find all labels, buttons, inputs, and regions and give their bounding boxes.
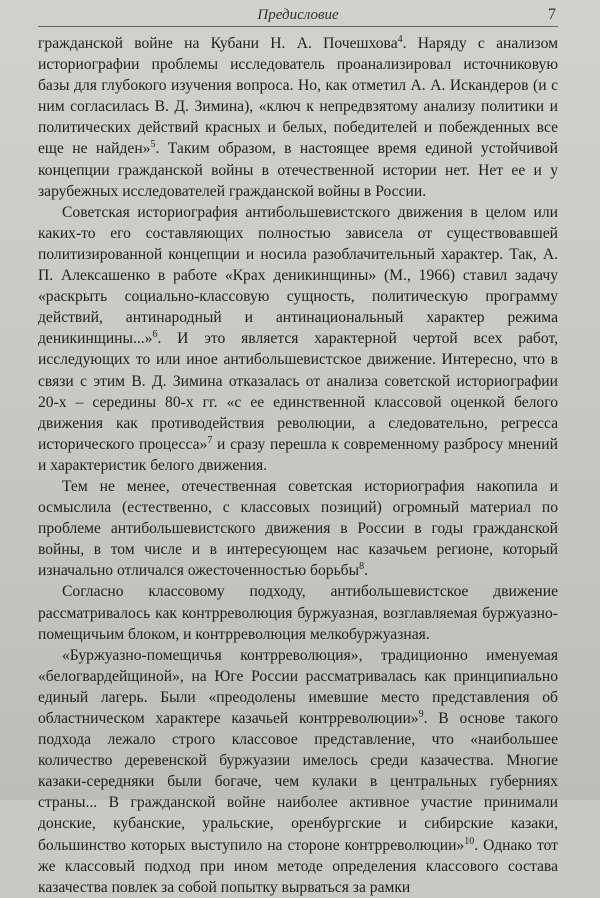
- paragraph-text: Советская историография антибольшевистского движения в целом или каких-то его составляющих полностью зависела от существовавшей политизированной концепции и носила разоблачительный характер. Так, А. П. Алексашенко в работе «Крах деникинщины» (М., 1966) ставил задачу «раскрыть социально-классовую сущность, политическую программу действий, антинародный и антинациональный характер режима деникинщины...»: [38, 203, 558, 348]
- page-header: [38, 6, 558, 27]
- paragraph-text: . В основе такого подхода лежало строго классовое представление, что «наибольшее количество деревенской буржуазии имелось среди казачества. Многие казаки-середняки были богаче, чем кулаки в центральных губерниях страны... В гражданской войне наиболее активное участие принимали донские, кубанские, уральские, оренбургские и сибирские казаки, большинство которых выступило на стороне контрреволюции»: [38, 710, 558, 854]
- footnote-ref: 6: [152, 329, 158, 341]
- paragraph-text: гражданской войне на Кубани Н. А. Почешхова: [38, 35, 398, 52]
- paragraph: [38, 581, 558, 644]
- paragraph: [38, 33, 558, 202]
- running-title: Предисловие: [257, 7, 339, 23]
- footnote-ref: 5: [150, 139, 156, 151]
- paragraph-text: .: [364, 562, 369, 580]
- paragraph: [38, 476, 558, 581]
- paragraph-text: Тем не менее, отечественная советская историография накопила и осмыслила (естественно, с классовых позиций) огромный материал по проблеме антибольшевистского движения в России в годы гражданской войны, в том числе и в интересующем нас казачьем регионе, который изначально отличался ожесточенностью борьбы: [38, 477, 558, 580]
- paragraph-text: Согласно классовому подходу, антибольшевистское движение рассматривалось как контрреволюция буржуазная, возглавляемая буржуазно-помещичьим блоком, и контрреволюция мелкобуржуазная.: [38, 583, 558, 643]
- footnote-ref: 4: [397, 33, 403, 45]
- footnote-ref: 8: [359, 561, 365, 573]
- paragraph-text: . Однако тот же классовый подход при ином методе определения классового состава казачества повлек за собой попытку вырваться за рамки: [38, 836, 558, 896]
- footnote-ref: 9: [418, 708, 424, 720]
- paragraph-text: и сразу перешла к современному разбросу мнений и характеристик белого движения.: [38, 435, 558, 474]
- paragraph-text: . Наряду с анализом историографии проблемы исследователь проанализировал источниковую базы для глубокого изучения вопроса. Но, как отметил А. А. Искандеров (и с ним согласилась В. Д. Зимина), «ключ к непредвзятому анализу политики и политических действий красных и белых, победителей и побежденных все еще не найден»: [38, 35, 558, 158]
- paragraph: [38, 645, 558, 898]
- paragraph-text: «Буржуазно-помещичья контрреволюция», традиционно именуемая «белогвардейщиной», на Юге России рассматривалась как принципиально единый лагерь. Были «преодолены имевшие место представления об областническом характере казачьей контрреволюции»: [38, 646, 558, 727]
- body-text: [38, 33, 558, 898]
- footnote-ref: 7: [207, 434, 213, 446]
- paragraph-text: . Таким образом, в настоящее время единой устойчивой концепции гражданской войны в отечественной истории нет. Нет ее и у зарубежных исследователей гражданской войны в России.: [38, 140, 558, 200]
- footnote-ref: 10: [464, 835, 475, 847]
- page-number: 7: [548, 6, 556, 23]
- paragraph-text: . И это является характерной чертой всех работ, исследующих то или иное антибольшевистское движение. Интересно, что в связи с этим В. Д. Зимина отказалась от анализа советской историографии 20-х – середины 80-х гг. «с ее единственной классовой оценкой белого движения как противодействия революции, а следовательно, регресса исторического процесса»: [38, 330, 558, 453]
- paragraph: [38, 202, 558, 476]
